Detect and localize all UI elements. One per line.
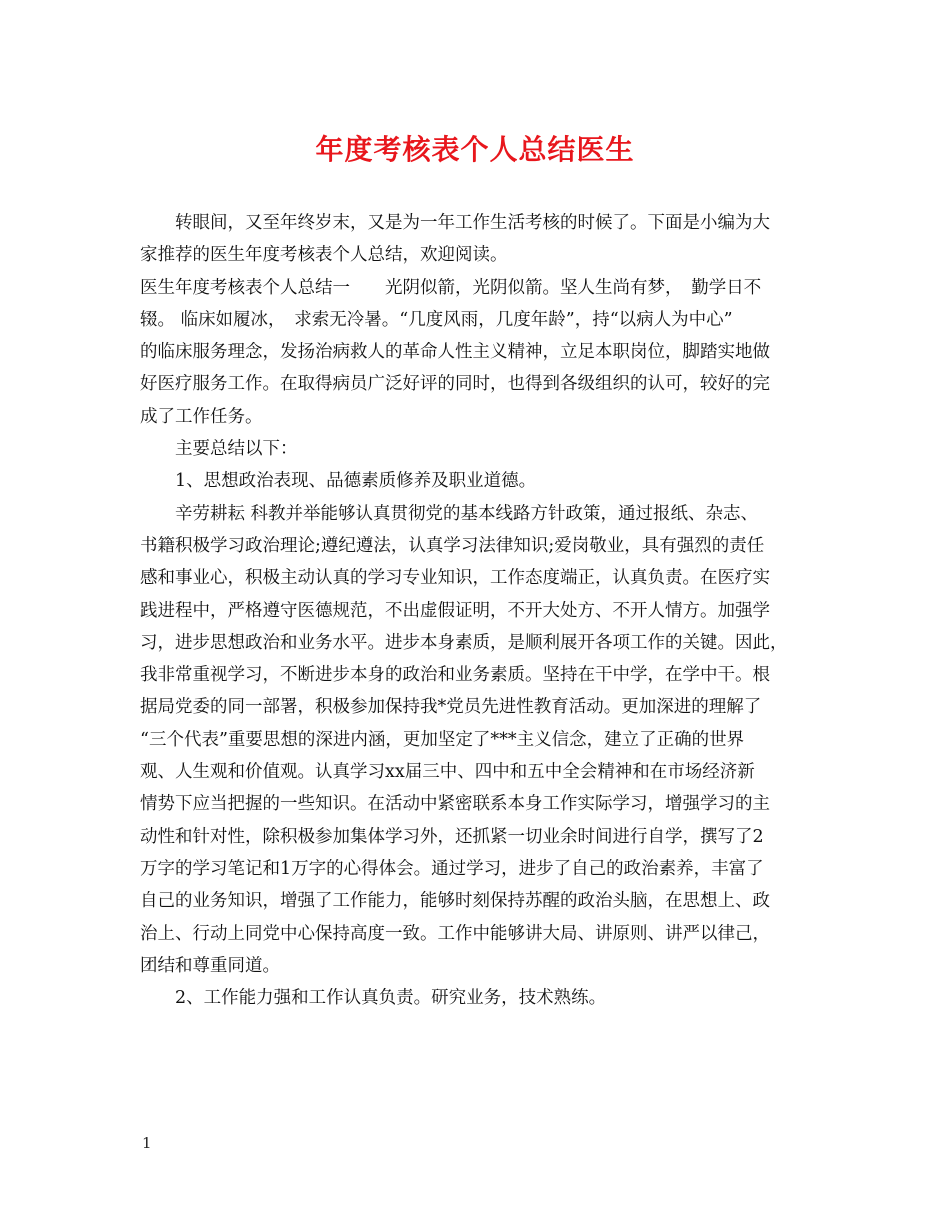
text-line: 动性和针对性，除积极参加集体学习外，还抓紧一切业余时间进行自学，撰写了2	[140, 826, 764, 847]
text-line: 1、思想政治表现、品德素质修养及职业道德。	[175, 471, 537, 492]
text-line: 我非常重视学习，不断进步本身的政治和业务素质。坚持在干中学，在学中干。根	[140, 665, 770, 686]
text-line: 书籍积极学习政治理论;遵纪遵法，认真学习法律知识;爱岗敬业，具有强烈的责任	[140, 535, 765, 556]
document-body	[140, 207, 820, 1014]
document-title: 年度考核表个人总结医生	[315, 133, 635, 166]
text-line: 2、工作能力强和工作认真负责。研究业务，技术熟练。	[175, 988, 607, 1009]
text-line: 好医疗服务工作。在取得病员广泛好评的同时，也得到各级组织的认可，较好的完	[140, 374, 770, 395]
text-line: 感和事业心，积极主动认真的学习专业知识，工作态度端正，认真负责。在医疗实	[140, 568, 770, 589]
text-line: 治上、行动上同党中心保持高度一致。工作中能够讲大局、讲原则、讲严以律己，	[140, 923, 770, 944]
text-line: 辍。 临床如履冰， 求索无冷暑。“几度风雨，几度年龄”，持“以病人为中心”	[140, 309, 733, 330]
text-line: 习，进步思想政治和业务水平。进步本身素质，是顺利展开各项工作的关键。因此，	[140, 632, 788, 653]
text-line: 情势下应当把握的一些知识。在活动中紧密联系本身工作实际学习，增强学习的主	[140, 794, 770, 815]
text-line: “三个代表”重要思想的深进内涵，更加坚定了***主义信念，建立了正确的世界	[140, 729, 745, 750]
text-line: 家推荐的医生年度考核表个人总结，欢迎阅读。	[140, 245, 508, 266]
text-line: 自己的业务知识，增强了工作能力，能够时刻保持苏醒的政治头脑，在思想上、政	[140, 891, 770, 912]
text-line: 的临床服务理念，发扬治病救人的革命人性主义精神，立足本职岗位，脚踏实地做	[140, 342, 770, 363]
text-line: 团结和尊重同道。	[140, 955, 280, 976]
page-number: 1	[142, 1134, 152, 1152]
text-line: 万字的学习笔记和1万字的心得体会。通过学习，进步了自己的政治素养，丰富了	[140, 858, 764, 879]
text-line: 观、人生观和价值观。认真学习xx届三中、四中和五中全会精神和在市场经济新	[140, 762, 755, 783]
text-line: 主要总结以下：	[175, 439, 298, 460]
text-line: 辛劳耕耘 科教并举能够认真贯彻党的基本线路方针政策，通过报纸、杂志、	[175, 503, 759, 524]
text-line: 转眼间，又至年终岁末，又是为一年工作生活考核的时候了。下面是小编为大	[175, 213, 770, 233]
text-line: 践进程中，严格遵守医德规范，不出虚假证明，不开大处方、不开人情方。加强学	[140, 600, 770, 621]
text-line: 据局党委的同一部署，积极参加保持我*党员先进性教育活动。更加深进的理解了	[140, 697, 762, 718]
text-line: 成了工作任务。	[140, 406, 263, 427]
text-line: 医生年度考核表个人总结一 光阴似箭，光阴似箭。坚人生尚有梦， 勤学日不	[140, 277, 762, 298]
